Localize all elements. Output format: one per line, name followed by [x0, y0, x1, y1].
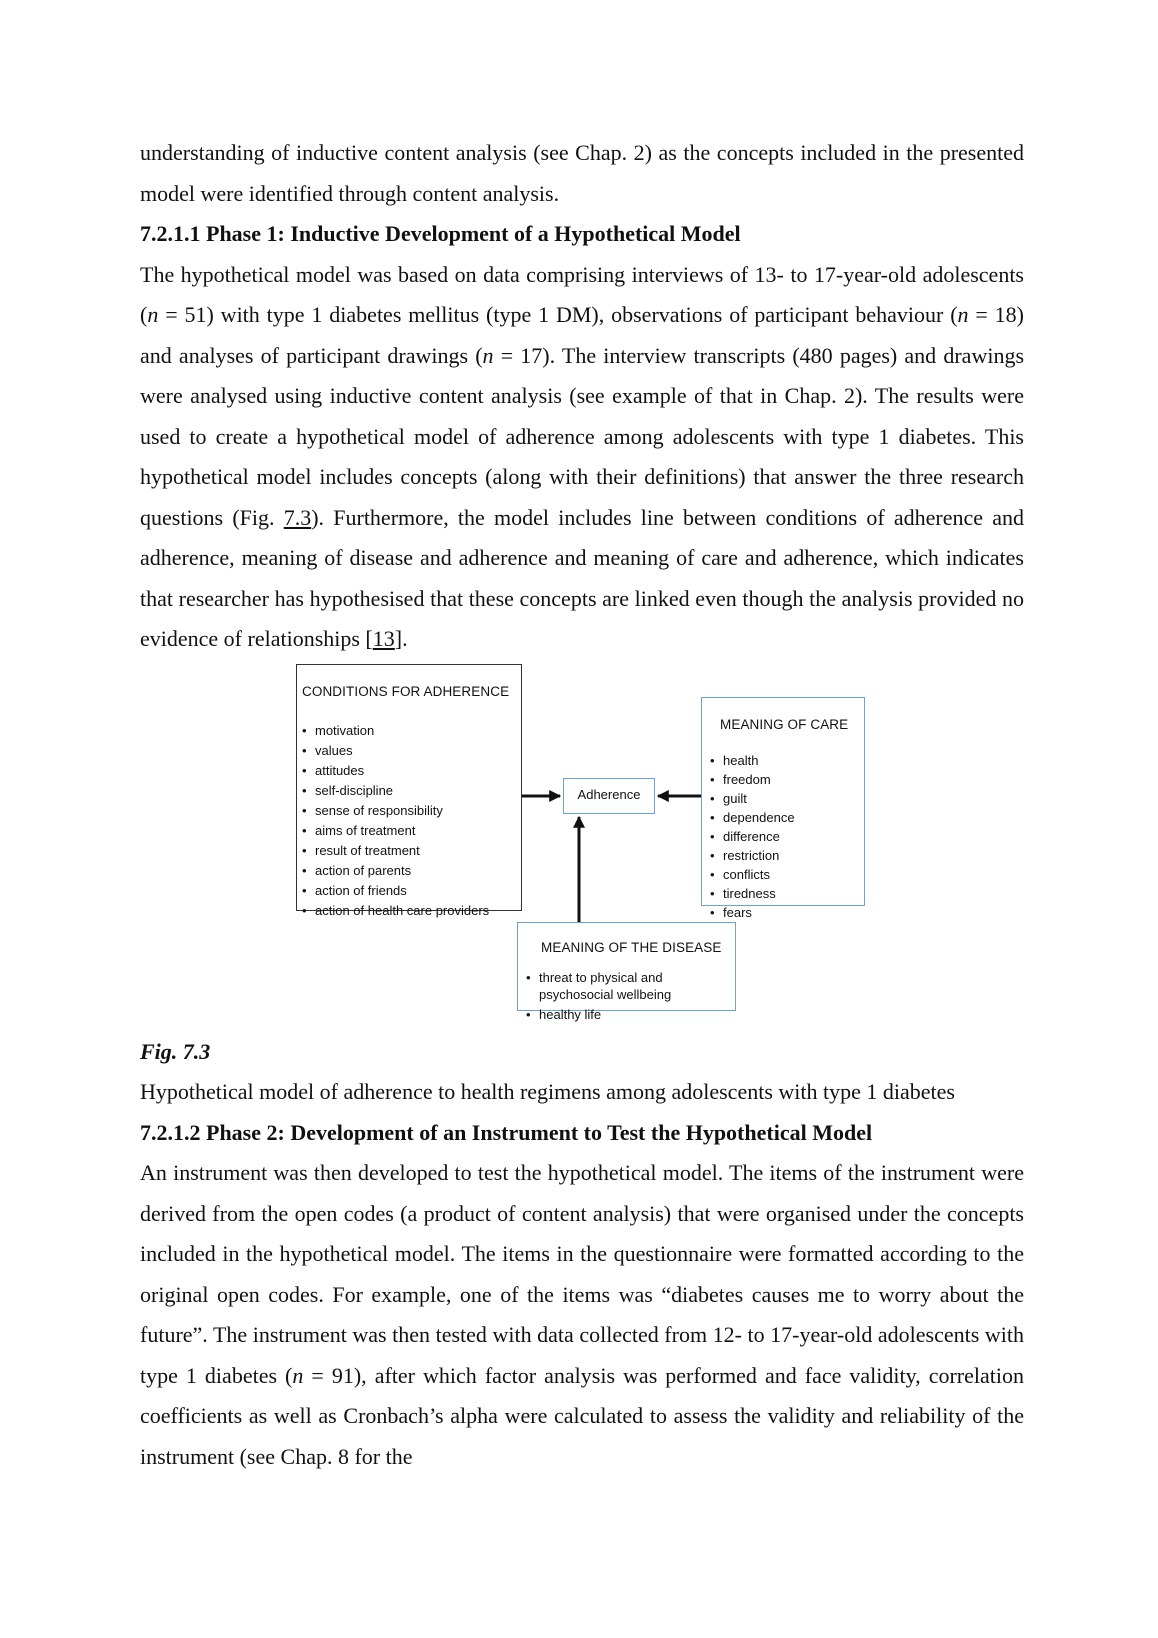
- intro-paragraph: understanding of inductive content analysis (see Chap. 2) as the concepts included in the presented model were identified through content analysis.: [140, 140, 1024, 206]
- n-variable: n: [957, 302, 969, 327]
- text-span: = 91), after which factor analysis was performed and face validity, correlation coefficients as well as Cronbach’s alpha were calculated to assess the validity and reliability of the instrument (see Chap. 8 for the: [140, 1362, 1024, 1469]
- phase1-paragraph: [140, 255, 1024, 660]
- list-item: • tiredness: [710, 884, 858, 903]
- list-item: • action of parents: [302, 861, 516, 881]
- list-item: • aims of treatment: [302, 821, 516, 841]
- n-variable: n: [147, 302, 159, 327]
- list-item: • guilt: [710, 789, 858, 808]
- list-item: • sense of responsibility: [302, 801, 516, 821]
- document-page: [140, 133, 1024, 1477]
- phase1-heading: 7.2.1.1 Phase 1: Inductive Development of a Hypothetical Model: [140, 221, 741, 246]
- list-item: • motivation: [302, 721, 516, 741]
- meaning-of-disease-box: [517, 922, 736, 1022]
- figure-number: Fig. 7.3: [140, 1038, 211, 1064]
- conditions-for-adherence-box: [296, 664, 522, 918]
- list-item: • values: [302, 741, 516, 761]
- care-list: [710, 751, 858, 922]
- conditions-list: [302, 721, 516, 921]
- text-span: The hypothetical model was based on data comprising interviews of 13- to 17-year-old adolescents (: [140, 261, 1024, 327]
- text-span: = 18) and analyses of participant drawings (: [140, 302, 1024, 368]
- figure-caption: Hypothetical model of adherence to health regimens among adolescents with type 1 diabetes: [140, 1079, 955, 1104]
- disease-list: [526, 969, 729, 1023]
- box-title: MEANING OF THE DISEASE: [541, 939, 722, 955]
- list-item: • healthy life: [526, 1006, 729, 1023]
- list-item: • restriction: [710, 846, 858, 865]
- text-span: ). Furthermore, the model includes line between conditions of adherence and adherence, meaning of disease and adherence and meaning of care and adherence, which indicates that researcher has hypothesised that these concepts are linked even though the analysis provided no evidence of relationships [: [140, 504, 1024, 651]
- n-variable: n: [482, 342, 494, 368]
- box-title: CONDITIONS FOR ADHERENCE: [302, 683, 510, 699]
- box-title: MEANING OF CARE: [720, 716, 849, 732]
- list-item: • threat to physical and psychosocial wellbeing: [526, 969, 729, 1003]
- list-item: • health: [710, 751, 858, 770]
- text-span: An instrument was then developed to test the hypothetical model. The items of the instrument were derived from the open codes (a product of content analysis) that were organised under the concepts included in the hypothetical model. The items in the questionnaire were formatted according to the original open codes. For example, one of the items was “diabetes causes me to worry about the future”. The instrument was then tested with data collected from 12- to 17-year-old adolescents with type 1 diabetes (: [140, 1160, 1024, 1388]
- citation-link[interactable]: 13: [372, 626, 395, 651]
- list-item: • fears: [710, 903, 858, 922]
- list-item: • freedom: [710, 770, 858, 789]
- list-item: • attitudes: [302, 761, 516, 781]
- list-item: • action of friends: [302, 881, 516, 901]
- text-span: ].: [394, 626, 408, 651]
- text-span: = 51) with type 1 diabetes mellitus (type 1 DM), observations of participant behaviour (: [158, 302, 958, 327]
- list-item: • self-discipline: [302, 781, 516, 801]
- figure-diagram: [140, 664, 1024, 1032]
- phase2-heading: 7.2.1.2 Phase 2: Development of an Instrument to Test the Hypothetical Model: [140, 1119, 873, 1145]
- text-span: = 17). The interview transcripts (480 pages) and drawings were analysed using inductive content analysis (see example of that in Chap. 2). The results were used to create a hypothetical model of adherence among adolescents with type 1 diabetes. This hypothetical model includes concepts (along with their definitions) that answer the three research questions (Fig.: [140, 342, 1024, 530]
- n-variable: n: [292, 1362, 304, 1388]
- phase2-paragraph: [140, 1153, 1024, 1477]
- adherence-box: [563, 778, 655, 814]
- figure-reference-link[interactable]: 7.3: [283, 504, 312, 530]
- meaning-of-care-box: [701, 697, 865, 920]
- list-item: • difference: [710, 827, 858, 846]
- adherence-label: Adherence: [577, 787, 641, 803]
- list-item: • dependence: [710, 808, 858, 827]
- list-item: • conflicts: [710, 865, 858, 884]
- list-item: • action of health care providers: [302, 901, 516, 921]
- figure-label: [140, 1032, 1024, 1073]
- list-item: • result of treatment: [302, 841, 516, 861]
